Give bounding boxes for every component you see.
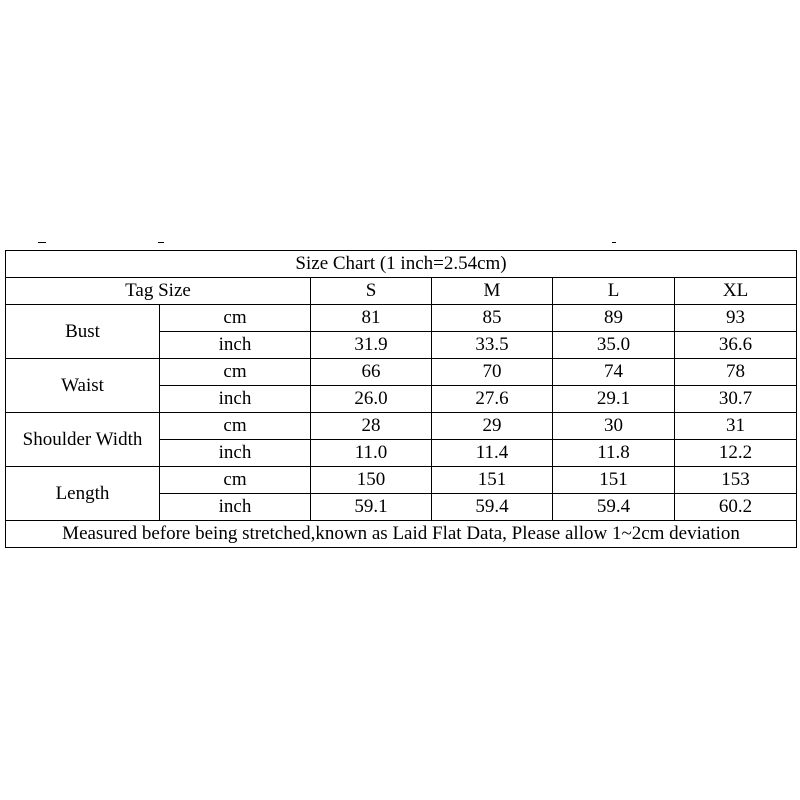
value-cell: 93	[675, 305, 797, 332]
size-chart-container	[5, 250, 796, 548]
table-row	[6, 467, 797, 494]
size-header-m: M	[432, 278, 553, 305]
unit-cell: inch	[160, 332, 311, 359]
cropped-line-mark	[612, 242, 616, 243]
unit-cell: cm	[160, 413, 311, 440]
value-cell: 28	[311, 413, 432, 440]
value-cell: 30	[553, 413, 675, 440]
deviation-note: Measured before being stretched,known as Laid Flat Data, Please allow 1~2cm deviation	[6, 521, 797, 548]
value-cell: 60.2	[675, 494, 797, 521]
value-cell: 26.0	[311, 386, 432, 413]
value-cell: 151	[553, 467, 675, 494]
measurement-label-length: Length	[6, 467, 160, 521]
unit-cell: cm	[160, 467, 311, 494]
value-cell: 35.0	[553, 332, 675, 359]
value-cell: 11.4	[432, 440, 553, 467]
value-cell: 30.7	[675, 386, 797, 413]
value-cell: 59.4	[432, 494, 553, 521]
value-cell: 59.4	[553, 494, 675, 521]
cropped-line-mark	[158, 242, 164, 243]
value-cell: 31	[675, 413, 797, 440]
size-header-l: L	[553, 278, 675, 305]
table-row	[6, 359, 797, 386]
size-header-xl: XL	[675, 278, 797, 305]
value-cell: 151	[432, 467, 553, 494]
value-cell: 36.6	[675, 332, 797, 359]
note-row	[6, 521, 797, 548]
measurement-label-shoulder-width: Shoulder Width	[6, 413, 160, 467]
value-cell: 11.0	[311, 440, 432, 467]
value-cell: 89	[553, 305, 675, 332]
unit-cell: inch	[160, 494, 311, 521]
value-cell: 150	[311, 467, 432, 494]
value-cell: 78	[675, 359, 797, 386]
cropped-line-mark	[38, 242, 46, 243]
value-cell: 85	[432, 305, 553, 332]
size-chart-table	[5, 250, 797, 548]
unit-cell: inch	[160, 440, 311, 467]
size-header-s: S	[311, 278, 432, 305]
value-cell: 70	[432, 359, 553, 386]
value-cell: 81	[311, 305, 432, 332]
value-cell: 31.9	[311, 332, 432, 359]
chart-title: Size Chart (1 inch=2.54cm)	[6, 251, 797, 278]
value-cell: 11.8	[553, 440, 675, 467]
value-cell: 74	[553, 359, 675, 386]
measurement-label-waist: Waist	[6, 359, 160, 413]
unit-cell: cm	[160, 305, 311, 332]
value-cell: 153	[675, 467, 797, 494]
value-cell: 29	[432, 413, 553, 440]
value-cell: 12.2	[675, 440, 797, 467]
value-cell: 29.1	[553, 386, 675, 413]
measurement-label-bust: Bust	[6, 305, 160, 359]
unit-cell: inch	[160, 386, 311, 413]
table-row	[6, 305, 797, 332]
title-row	[6, 251, 797, 278]
unit-cell: cm	[160, 359, 311, 386]
value-cell: 59.1	[311, 494, 432, 521]
header-row	[6, 278, 797, 305]
table-row	[6, 413, 797, 440]
tag-size-label: Tag Size	[6, 278, 311, 305]
value-cell: 33.5	[432, 332, 553, 359]
value-cell: 27.6	[432, 386, 553, 413]
value-cell: 66	[311, 359, 432, 386]
